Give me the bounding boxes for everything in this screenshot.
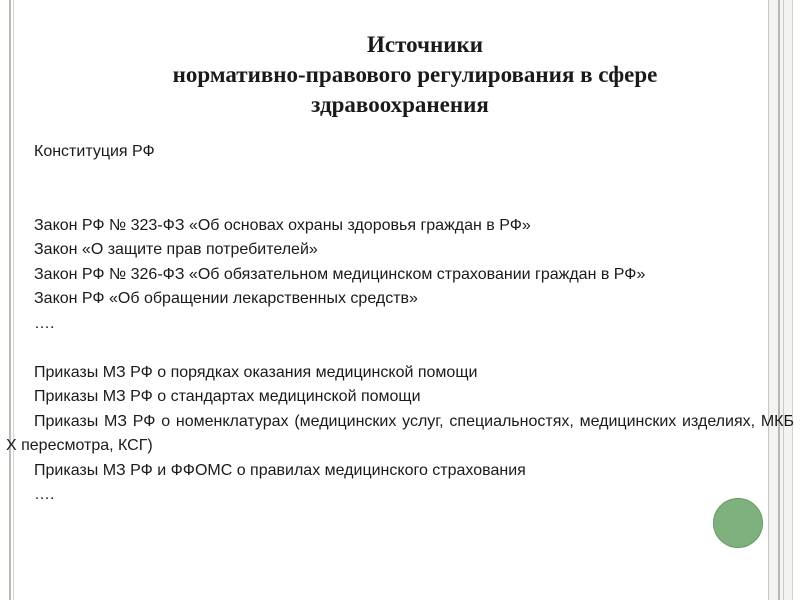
law-item: Закон РФ «Об обращении лекарственных средств» xyxy=(34,290,418,307)
order-item: Приказы МЗ РФ о стандартах медицинской помощи xyxy=(34,388,421,405)
ellipsis: …. xyxy=(34,486,55,503)
order-item: Приказы МЗ РФ и ФФОМС о правилах медицинского страхования xyxy=(34,461,526,479)
list-item xyxy=(6,361,794,386)
law-item: Закон «О защите прав потребителей» xyxy=(34,241,318,258)
law-item: Закон РФ № 323-ФЗ «Об основах охраны здоровья граждан в РФ» xyxy=(34,216,531,234)
title-line-3: здравоохранения xyxy=(311,92,489,117)
order-item: Приказы МЗ РФ о номенклатурах (медицинских услуг, специальностях, медицинских изделиях, МКБ X пересмотра, КСГ) xyxy=(6,412,794,454)
ellipsis: …. xyxy=(34,314,55,332)
slide-content xyxy=(6,140,794,508)
constitution-item: Конституция РФ xyxy=(34,143,155,160)
law-item: Закон РФ № 326-ФЗ «Об обязательном медицинском страховании граждан в РФ» xyxy=(34,265,646,283)
title-line-2: нормативно-правового регулирования в сфере xyxy=(172,62,658,87)
slide-title xyxy=(110,30,720,120)
order-item: Приказы МЗ РФ о порядках оказания медицинской помощи xyxy=(34,363,478,381)
list-item xyxy=(6,140,794,165)
title-line-1: Источники xyxy=(367,32,483,57)
list-item xyxy=(6,214,794,239)
